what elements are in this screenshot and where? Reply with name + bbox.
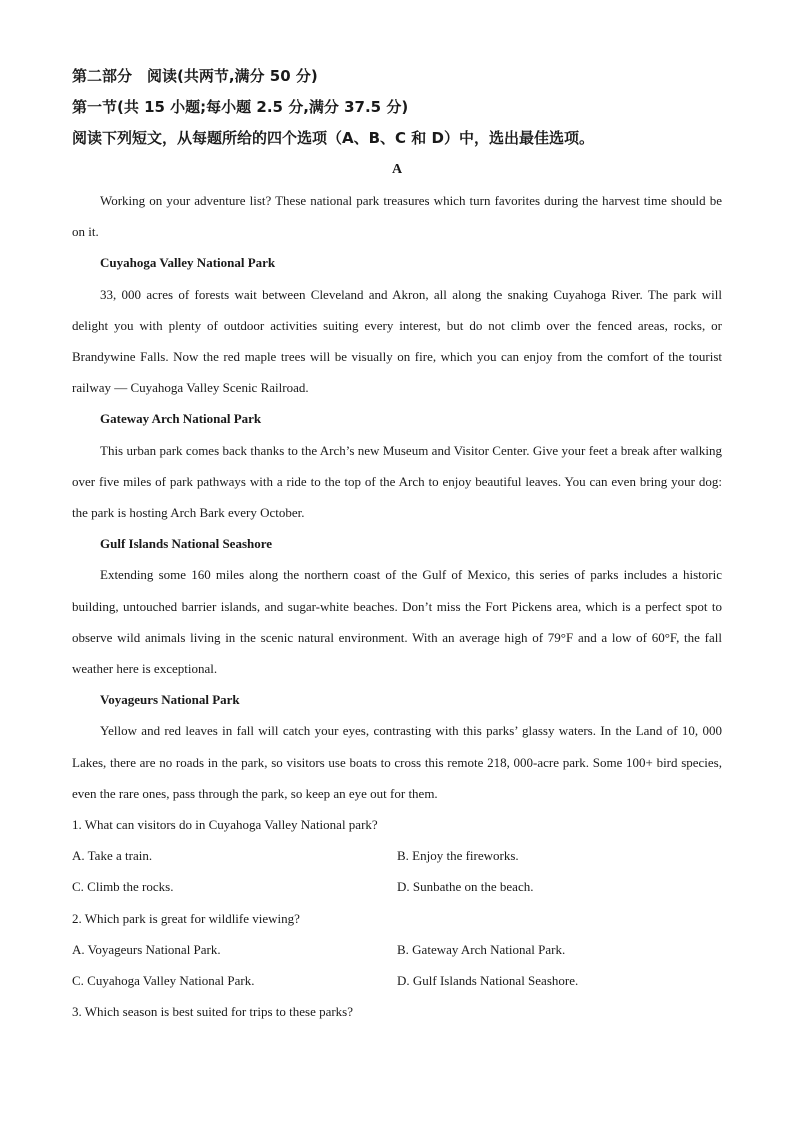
q1-option-c[interactable]: C. Climb the rocks. <box>72 879 174 895</box>
question-3: 3. Which season is best suited for trips to these parks? <box>72 1004 354 1020</box>
park-text-cuyahoga: 33, 000 acres of forests wait between Cleveland and Akron, all along the snaking Cuyahoga River. The park will delight you with plenty of outdoor activities suiting every interest, but do not climb over the fenced areas, rocks, or Brandywine Falls. Now the red maple trees will be visually on fire, which you can enjoy from the comfort of the tourist railway — Cuyahoga Valley Scenic Railroad. <box>72 286 722 396</box>
park-text-voyageurs: Yellow and red leaves in fall will catch your eyes, contrasting with this parks’ glassy waters. In the Land of 10, 000 Lakes, there are no roads in the park, so visitors use boats to cross this remote 218, 000-acre park. Some 100+ bird species, even the rare ones, pass through the park, so keep an eye out for them. <box>72 723 722 801</box>
part-heading: 第二部分 阅读(共两节,满分 50 分) <box>72 67 318 85</box>
section-heading: 第一节(共 15 小题;每小题 2.5 分,满分 37.5 分) <box>72 98 409 116</box>
q1-option-d[interactable]: D. Sunbathe on the beach. <box>397 879 534 895</box>
q2-option-b[interactable]: B. Gateway Arch National Park. <box>397 941 566 957</box>
park-text-gateway: This urban park comes back thanks to the Arch’s new Museum and Visitor Center. Give your feet a break after walking over five miles of park pathways with a ride to the top of the Arch to enjoy beautiful leaves. You can even bring your dog: the park is hosting Arch Bark every October. <box>72 442 722 521</box>
options-row <box>72 840 722 871</box>
q2-option-c[interactable]: C. Cuyahoga Valley National Park. <box>72 973 255 989</box>
passage-body <box>72 185 722 1027</box>
options-row <box>72 934 722 965</box>
q1-option-b[interactable]: B. Enjoy the fireworks. <box>397 848 519 864</box>
instructions: 阅读下列短文，从每题所给的四个选项（A、B、C 和 D）中，选出最佳选项。 <box>72 129 594 147</box>
q2-option-d[interactable]: D. Gulf Islands National Seashore. <box>397 973 579 989</box>
q2-option-a[interactable]: A. Voyageurs National Park. <box>72 941 221 957</box>
options-row <box>72 965 722 996</box>
park-heading-gateway: Gateway Arch National Park <box>100 411 262 427</box>
question-1: 1. What can visitors do in Cuyahoga Valley National park? <box>72 817 378 833</box>
passage-label: A <box>391 162 403 177</box>
q1-option-a[interactable]: A. Take a train. <box>72 848 153 864</box>
park-heading-voyageurs: Voyageurs National Park <box>100 692 240 708</box>
park-heading-cuyahoga: Cuyahoga Valley National Park <box>100 255 276 271</box>
intro-paragraph: Working on your adventure list? These national park treasures which turn favorites during the harvest time should be on it. <box>72 193 722 240</box>
park-heading-gulf-islands: Gulf Islands National Seashore <box>100 536 273 552</box>
park-text-gulf-islands: Extending some 160 miles along the northern coast of the Gulf of Mexico, this series of parks includes a historic building, untouched barrier islands, and sugar-white beaches. Don’t miss the Fort Pickens area, which is a perfect spot to observe wild animals living in the scenic natural environment. With an average high of 79°F and a low of 60°F, the fall weather here is exceptional. <box>72 567 722 677</box>
options-row <box>72 871 722 902</box>
question-2: 2. Which park is great for wildlife viewing? <box>72 910 300 926</box>
